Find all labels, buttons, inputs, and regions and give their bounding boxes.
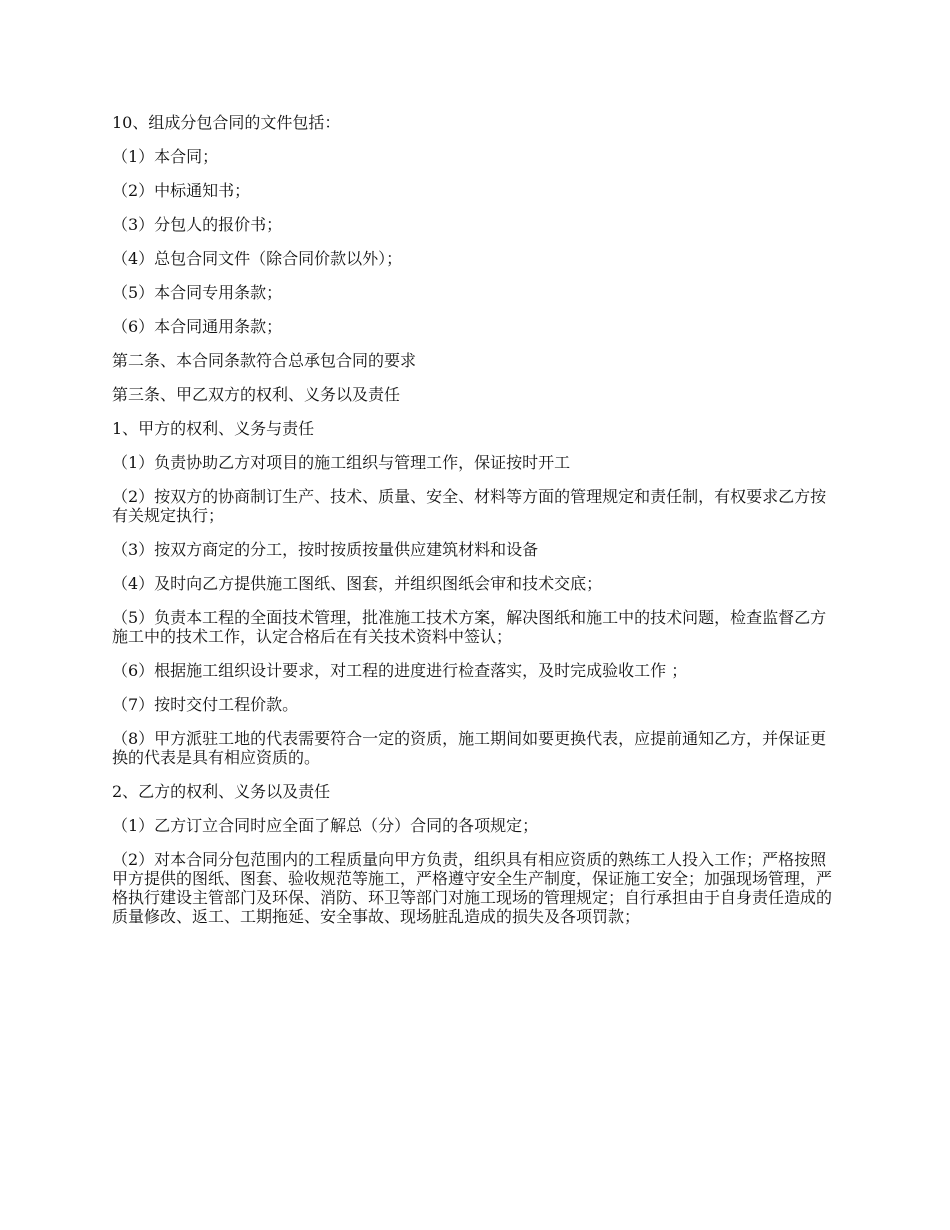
party-a-section-heading: 1、甲方的权利、义务与责任 [112,419,315,438]
party-a-item-1: （1）负责协助乙方对项目的施工组织与管理工作，保证按时开工 [112,453,571,472]
clause-10-heading: 10、组成分包合同的文件包括： [112,113,341,132]
clause-10-item-1: （1）本合同； [112,147,219,166]
party-b-item-2: （2）对本合同分包范围内的工程质量向甲方负责，组织具有相应资质的熟练工人投入工作；严格按照甲方提供的图纸、图套、验收规范等施工，严格遵守安全生产制度，保证施工安全；加强现场管理，严格执行建设主管部门及环保、消防、环卫等部门对施工现场的管理规定；自行承担由于自身责任造成的质量修改、返工、工期拖延、安全事故、现场脏乱造成的损失及各项罚款； [112,850,833,926]
document-page [112,113,840,941]
party-a-item-8: （8）甲方派驻工地的代表需要符合一定的资质，施工期间如要更换代表，应提前通知乙方，并保证更换的代表是具有相应资质的。 [112,729,827,767]
party-a-item-5: （5）负责本工程的全面技术管理，批准施工技术方案，解决图纸和施工中的技术问题，检查监督乙方施工中的技术工作，认定合格后在有关技术资料中签认； [112,608,827,646]
clause-10-item-3: （3）分包人的报价书； [112,215,283,234]
party-a-item-7: （7）按时交付工程价款。 [112,695,299,714]
party-a-item-3: （3）按双方商定的分工，按时按质按量供应建筑材料和设备 [112,540,539,559]
party-b-item-1: （1）乙方订立合同时应全面了解总（分）合同的各项规定； [112,816,539,835]
clause-10-item-5: （5）本合同专用条款； [112,283,283,302]
party-a-item-4: （4）及时向乙方提供施工图纸、图套，并组织图纸会审和技术交底； [112,574,603,593]
clause-10-item-6: （6）本合同通用条款； [112,317,283,336]
article-3-heading: 第三条、甲乙双方的权利、义务以及责任 [112,385,401,404]
party-b-section-heading: 2、乙方的权利、义务以及责任 [112,782,331,801]
article-2-heading: 第二条、本合同条款符合总承包合同的要求 [112,351,417,370]
party-a-item-6: （6）根据施工组织设计要求，对工程的进度进行检查落实，及时完成验收工作 ； [112,661,688,680]
clause-10-item-2: （2）中标通知书； [112,181,251,200]
clause-10-item-4: （4）总包合同文件（除合同价款以外）； [112,249,403,268]
party-a-item-2: （2）按双方的协商制订生产、技术、质量、安全、材料等方面的管理规定和责任制，有权要求乙方按有关规定执行； [112,487,827,525]
